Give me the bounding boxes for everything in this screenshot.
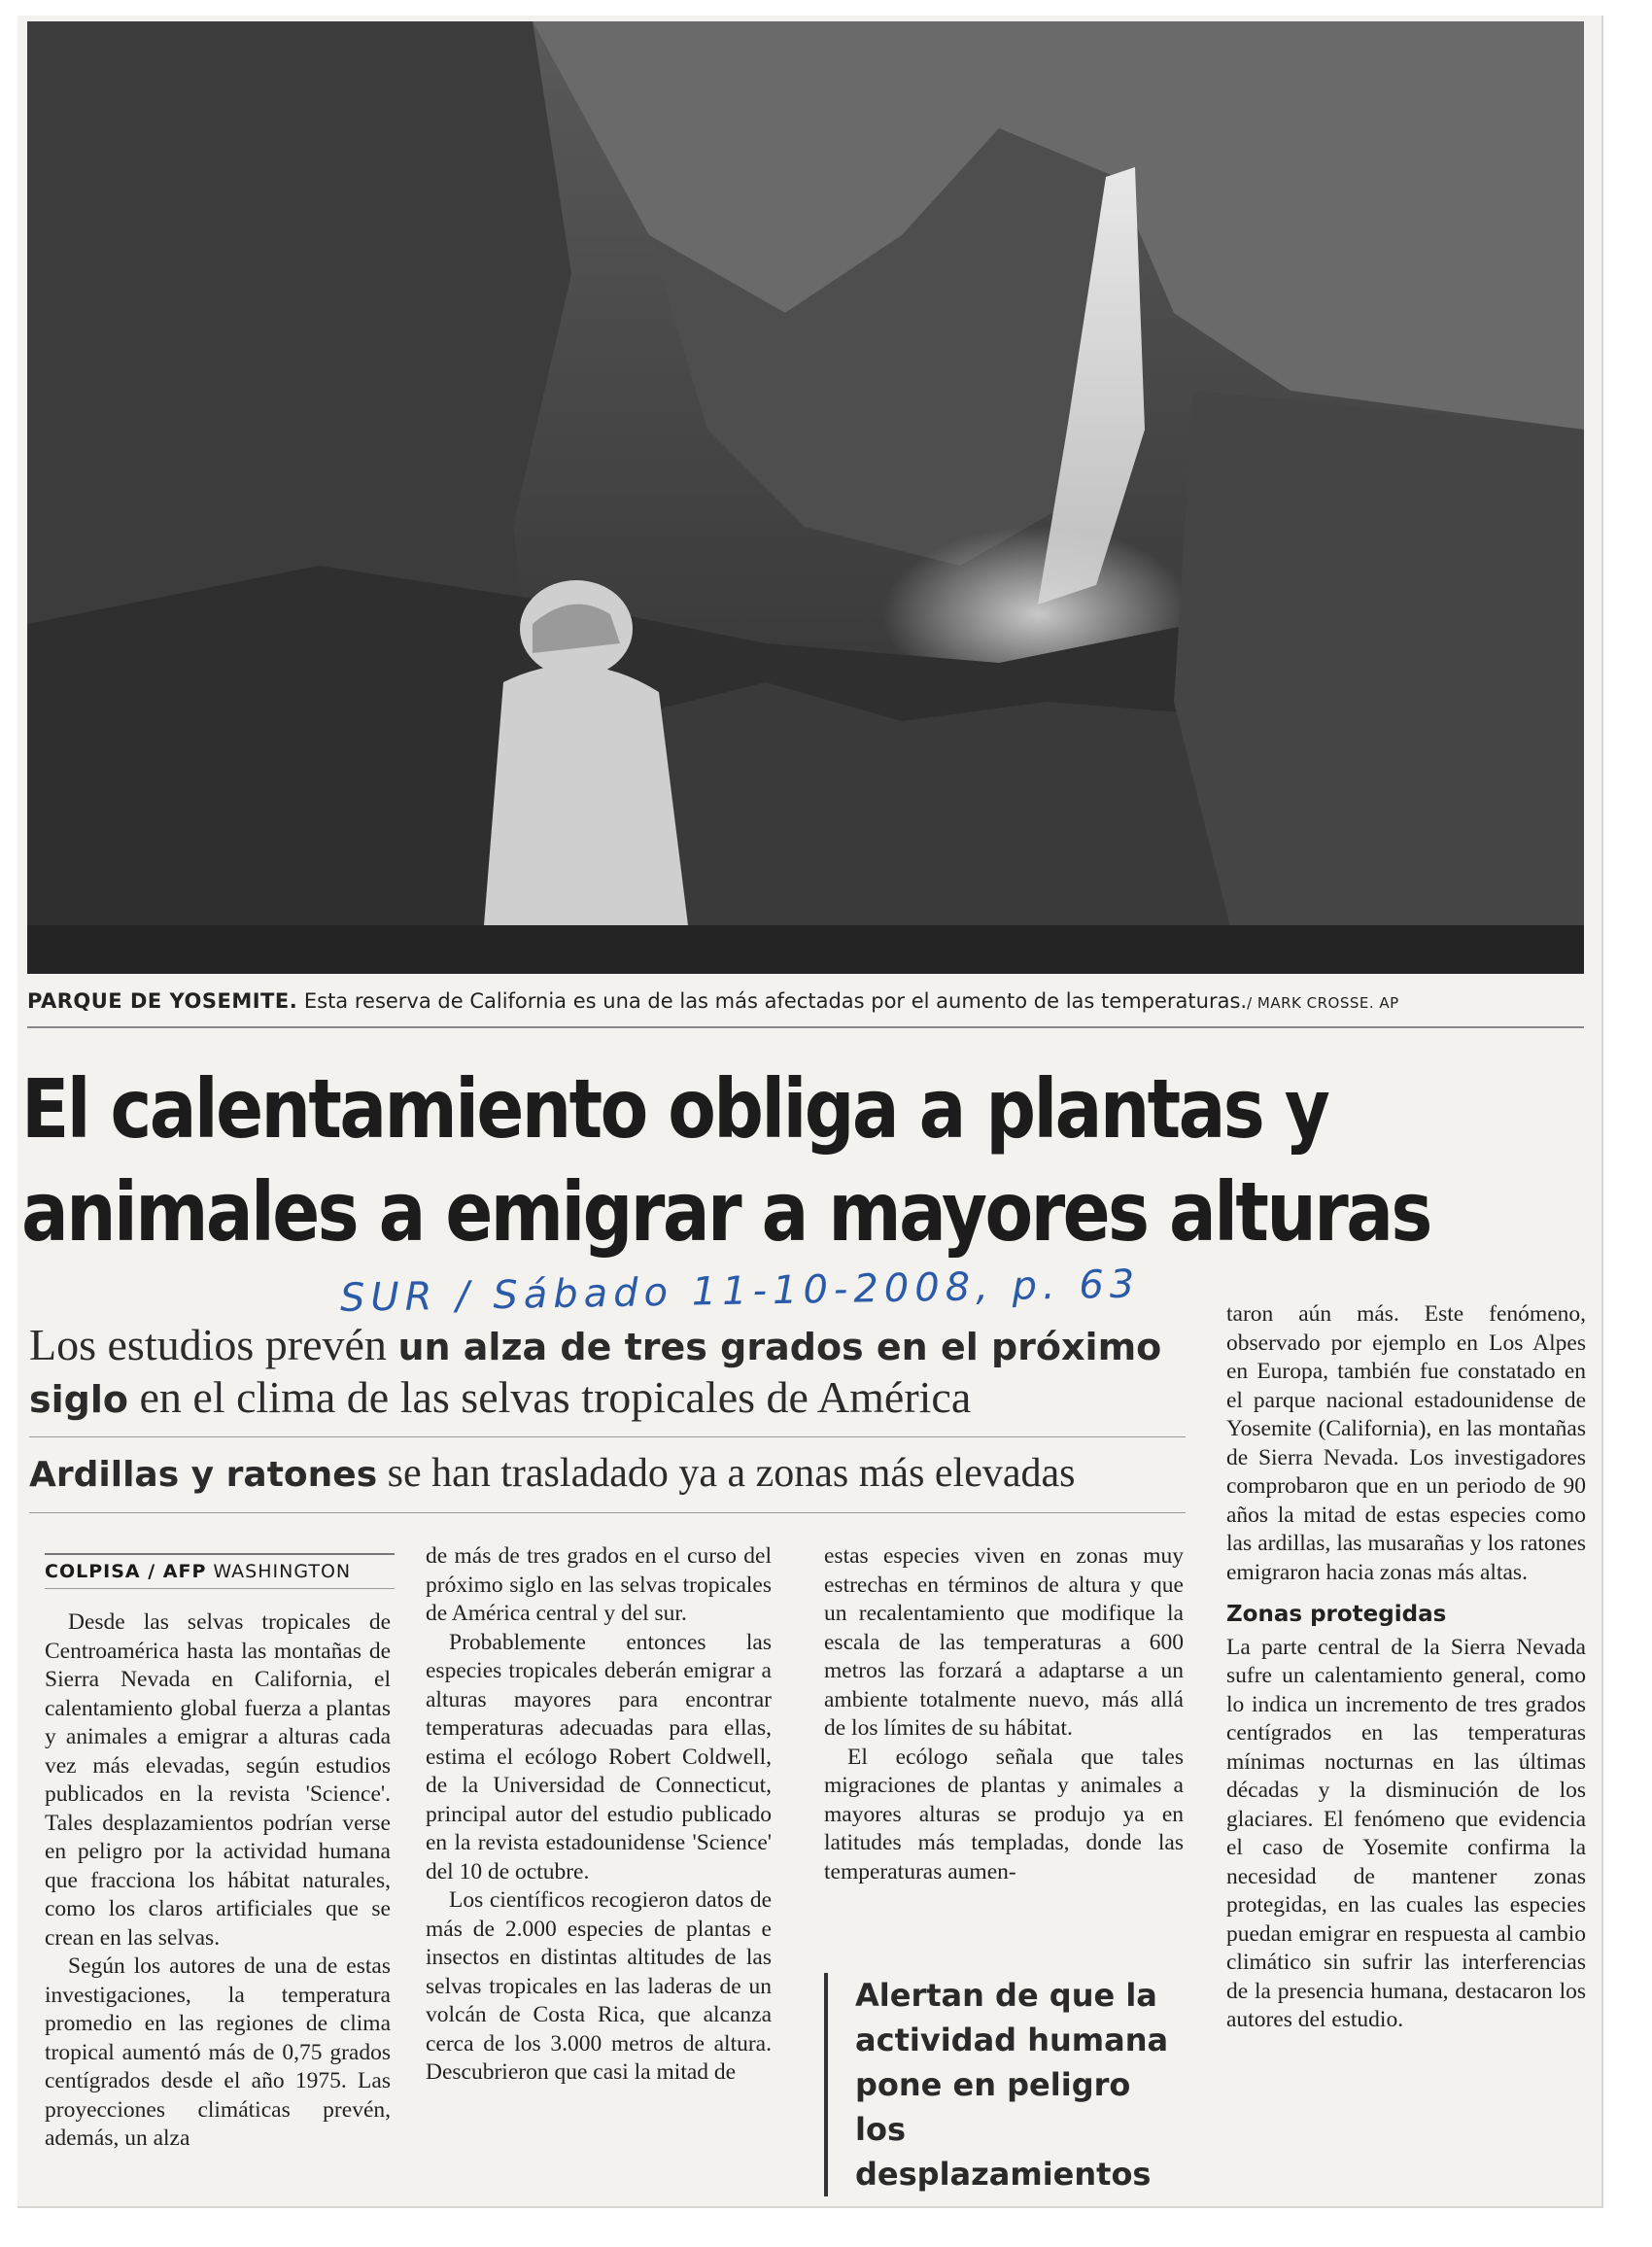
yosemite-photo <box>27 21 1584 974</box>
subhead-rule <box>29 1436 1186 1437</box>
caption-lead: PARQUE DE YOSEMITE. <box>27 989 298 1013</box>
paragraph: estas especies viven en zonas muy estrechas en términos de altura y que un recalentamiento que modifique la escala de las temperaturas a 600 metros las forzará a adaptarse a un ambiente totalmente nuevo, más allá de los límites de su hábitat. <box>824 1543 1184 1741</box>
photo-caption <box>27 984 1584 1019</box>
paragraph: Probablemente entonces las especies tropicales deberán emigrar a alturas mayores para encontrar temperaturas adecuadas para ellas, estima el ecólogo Robert Coldwell, de la Universidad de Connecticut, principal autor del estudio publicado en la revista estadounidense 'Science' del 10 de octubre. <box>426 1629 772 1884</box>
subhead-bold-2: siglo <box>29 1378 128 1421</box>
caption-text: Esta reserva de California es una de las más afectadas por el aumento de las temperaturas. <box>297 989 1248 1013</box>
headline <box>21 1057 1430 1263</box>
headline-line-2: animales a emigrar a mayores alturas <box>21 1164 1430 1260</box>
waterfall-photo-icon <box>27 21 1584 974</box>
paragraph: La parte central de la Sierra Nevada sufre un calentamiento general, como lo indica un incremento de tres grados centígrados en las temperaturas mínimas nocturnas en las últimas décadas y la disminución de los glaciares. El fenómeno que evidencia el caso de Yosemite confirma la necesidad de mantener zonas protegidas, en las cuales las especies puedan emigrar en respuesta al cambio climático sin sufrir las interferencias de la presencia humana, destacaron los autores del estudio. <box>1226 1634 1586 2032</box>
byline-agency: COLPISA / AFP <box>45 1561 207 1582</box>
subhead-bold-1: un alza de tres grados en el próximo <box>397 1326 1162 1368</box>
byline <box>45 1553 395 1589</box>
headline-line-1: El calentamiento obliga a plantas y <box>21 1061 1328 1157</box>
subhead <box>29 1320 1215 1425</box>
column-3 <box>824 1542 1184 1886</box>
caption-credit: / MARK CROSSE. AP <box>1247 994 1399 1012</box>
byline-place: WASHINGTON <box>206 1561 352 1582</box>
top-rule <box>27 1026 1584 1028</box>
kicker-rule <box>29 1512 1186 1513</box>
subhead-post: en el clima de las selvas tropicales de América <box>127 1372 972 1422</box>
paragraph: Los científicos recogieron datos de más de 2.000 especies de plantas e insectos en distintas altitudes de las selvas tropicales en las laderas de un volcán de Costa Rica, que alcanza cerca de los 3.000 metros de altura. Descubrieron que casi la mitad de <box>426 1887 772 2085</box>
paragraph: taron aún más. Este fenómeno, observado por ejemplo en Los Alpes en Europa, también fue constatado en el parque nacional estadounidense de Yosemite (California), en las montañas de Sierra Nevada. Los investigadores comprobaron que en un periodo de 90 años la mitad de estas especies como las ardillas, las musarañas y los ratones emigraron hacia zonas más altas. <box>1226 1301 1586 1585</box>
subhead-pre: Los estudios prevén <box>29 1320 398 1369</box>
paragraph: Desde las selvas tropicales de Centroamérica hasta las montañas de Sierra Nevada en California, el calentamiento global fuerza a plantas y animales a emigrar a alturas cada vez más elevadas, según estudios publicados en la revista 'Science'. Tales desplazamientos podrían verse en peligro por la actividad humana que fracciona los hábitat naturales, como los claros artificiales que se crean en las selvas. <box>45 1609 391 1951</box>
section-heading: Zonas protegidas <box>1226 1602 1447 1627</box>
kicker <box>29 1448 1215 1501</box>
column-2 <box>426 1542 772 2088</box>
paragraph: de más de tres grados en el curso del próximo siglo en las selvas tropicales de América central y del sur. <box>426 1543 772 1626</box>
column-1 <box>45 1608 391 2154</box>
paragraph: Según los autores de una de estas investigaciones, la temperatura promedio en las regiones de clima tropical aumentó más de 0,75 grados centígrados desde el año 1975. Las proyecciones climáticas prevén, además, un alza <box>45 1953 391 2151</box>
column-4 <box>1226 1300 1586 2035</box>
kicker-rest: se han trasladado ya a zonas más elevadas <box>377 1451 1076 1496</box>
pull-quote: Alertan de que la actividad humana pone en peligro los desplazamientos <box>824 1973 1184 2196</box>
paragraph: El ecólogo señala que tales migraciones de plantas y animales a mayores alturas se produjo ya en latitudes más templadas, donde las temperaturas aumen- <box>824 1744 1184 1884</box>
kicker-bold: Ardillas y ratones <box>29 1455 378 1495</box>
handwritten-note: SUR / Sábado 11-10-2008, p. 63 <box>339 1262 1141 1321</box>
